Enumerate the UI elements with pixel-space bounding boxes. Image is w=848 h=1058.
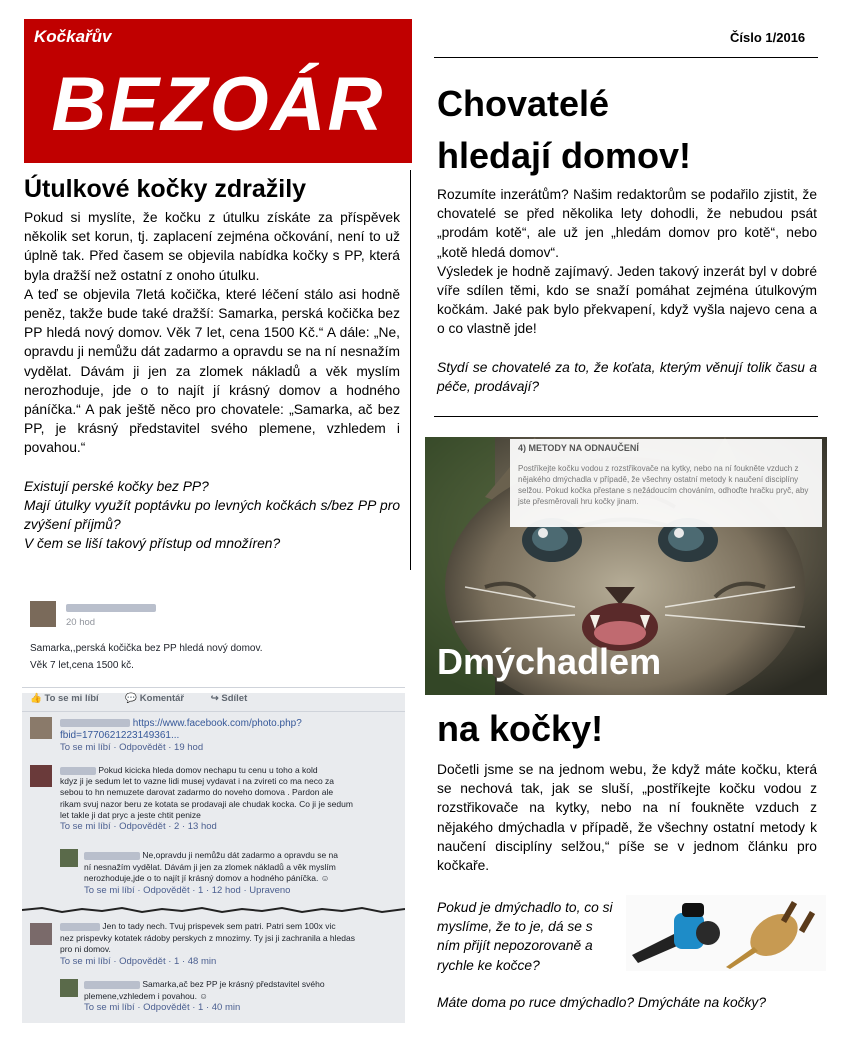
overlay-title: 4) METODY NA ODNAUČENÍ [518, 443, 639, 453]
fb-like-button[interactable]: 👍 To se mi líbí [30, 693, 99, 704]
left-headline: Útulkové kočky zdražily [24, 175, 307, 203]
masthead-title: BEZOÁR [51, 62, 385, 147]
fb-comment-5 [84, 979, 325, 1014]
top-rule [434, 57, 818, 58]
issue-number: Číslo 1/2016 [730, 30, 806, 45]
left-article-body [24, 208, 400, 553]
fb-reply-avatar [60, 979, 78, 997]
masthead-kicker: Kočkařův [34, 27, 112, 46]
right-paragraph-2: Výsledek je hodně zajímavý. Jeden takový inzerát byl v dobré víře sdílen těmi, kdo se snaží pomáhat zejména útulkovým kočkám. Jaké pak bylo překvapení, když vyšla najevo cena a o co vlastně jde! [437, 263, 817, 337]
fb-comment-3 [84, 850, 338, 896]
right-rule [434, 416, 818, 417]
blower-and-bellows-icon [626, 895, 826, 971]
fb-comment-2-line-3: sebou to hn nemuzete darovat zadarmo do noveho domova . Pardon ale [60, 787, 334, 798]
fb-commenter-blurred [84, 852, 140, 860]
fb-like-label: To se mi líbí [44, 693, 99, 704]
masthead [24, 19, 412, 163]
fb-comment-3-line-3: nerozhoduje,jde o to najít jí krásný domov a hodného páníčka. ☺ [84, 873, 330, 883]
fb-comment-1-line-1[interactable]: https://www.facebook.com/photo.php? [132, 718, 302, 729]
left-paragraph-1: Pokud si myslíte, že kočku z útulku získáte za příspěvek několik set korun, tj. zaplacení zejména očkování, není to už úplně tak. Před časem se objevila nabídka kočky s PP, která byla dražší než ostatní z onoho útulku. [24, 210, 400, 283]
third-headline: na kočky! [437, 708, 604, 749]
fb-comment-1-line-2[interactable]: fbid=1770621223149361... [60, 730, 180, 741]
fb-share-button[interactable]: ↪ Sdílet [210, 693, 248, 704]
fb-comment-3-meta[interactable]: To se mi líbí · Odpovědět · 1 · 12 hod · Upraveno [84, 884, 291, 896]
fb-commenter-blurred [60, 923, 100, 931]
column-divider [410, 170, 411, 570]
fb-comment-label: Komentář [139, 693, 185, 704]
fb-comment-button[interactable]: 💬 Komentář [125, 693, 185, 704]
fb-comment-1-meta[interactable]: To se mi líbí · Odpovědět · 19 hod [60, 742, 204, 753]
kitten-photo [425, 437, 827, 695]
third-question-1: Pokud je dmýchadlo to, co si myslíme, že to je, dá se s ním přijít nepozorovaně a rychle ke kočce? [437, 900, 613, 973]
fb-comment-2 [60, 765, 353, 832]
right-headline-line2: hledají domov! [437, 135, 692, 176]
fb-comment-5-line-1: Samarka,ač bez PP je krásný představitel svého [142, 979, 325, 989]
third-paragraph: Dočetli jsme se na jednom webu, že když máte kočku, která se nechová tak, jak se sluší, „postříkejte kočku vodou z rozstřikovače na kytky, nebo na ní foukněte vzduch z nějakého dmýchadla v případě, že všechny ostatní metody k naučení disciplíny selžou,“ píše se v jednom článku pro kočkaře. [437, 762, 817, 874]
torn-edge-divider [22, 905, 405, 915]
fb-avatar [30, 601, 56, 627]
fb-comment-3-line-1: Ne,opravdu ji nemůžu dát zadarmo a opravdu se na [142, 850, 338, 860]
fb-comment-2-line-1: Pokud kicicka hleda domov nechapu tu cenu u toho a kold [98, 765, 318, 775]
overlay-text: Postříkejte kočku vodou z rozstřikovače na kytky, nebo na ní foukněte vzduch z nějakého dmýchadla v případě, že všechny ostatní metody k naučení disciplíny selžou. Pokud kočka přestane s nežádoucím chováním, odhoďte hračku pryč, aby jste přesměrovali hru kočky jinam. [518, 464, 809, 506]
fb-comment-2-meta[interactable]: To se mi líbí · Odpovědět · 2 · 13 hod [60, 821, 217, 833]
fb-comment-2-line-4: rikam svuj nazor beru ze kotata se prodavaji ale chudak kocka. Co ji je sedum [60, 798, 353, 809]
fb-comment-4-line-1: Jen to tady nech. Tvuj prispevek sem patri. Patri sem 100x vic [102, 921, 336, 931]
fb-comment-4 [60, 921, 355, 967]
fb-divider-2 [22, 711, 405, 712]
right-headline [437, 78, 691, 182]
fb-post-text-2: Věk 7 let,cena 1500 kč. [30, 660, 134, 671]
fb-comment-5-meta[interactable]: To se mi líbí · Odpovědět · 1 · 40 min [84, 1002, 241, 1013]
article-snippet-overlay [510, 439, 822, 527]
right-question: Stydí se chovatelé za to, že koťata, kterým věnují tolik času a péče, prodávají? [437, 359, 817, 394]
fb-post-text-1: Samarka,,perská kočička bez PP hledá nový domov. [30, 643, 263, 654]
facebook-screenshot [22, 593, 405, 1023]
fb-author-name-blurred [66, 604, 156, 612]
left-question-1: Existují perské kočky bez PP? [24, 478, 209, 494]
fb-comment-avatar [30, 923, 52, 945]
left-question-2: Mají útulky využít poptávku po levných kočkách s/bez PP pro zvýšení příjmů? [24, 497, 400, 533]
left-question-3: V čem se liší takový přístup od množíren? [24, 536, 281, 552]
fb-comment-2-line-2: kdyz ji je sedum let to vazne lidi musej vydavat i na zvireti co ma neco za [60, 776, 335, 787]
tools-image [626, 895, 826, 971]
third-question-2: Máte doma po ruce dmýchadlo? Dmýcháte na kočky? [437, 995, 766, 1010]
fb-comment-4-meta[interactable]: To se mi líbí · Odpovědět · 1 · 48 min [60, 955, 217, 967]
fb-reply-avatar [60, 849, 78, 867]
fb-comment-avatar [30, 765, 52, 787]
right-paragraph-1: Rozumíte inzerátům? Našim redaktorům se podařilo zjistit, že chovatelé se před několika lety dohodli, že nebudou psát „prodám kotě“, ale už jen „hledám domov pro kotě“, nebo „kotě hledá domov“. [437, 187, 817, 260]
right-headline-line1: Chovatelé [437, 83, 610, 124]
fb-post-time: 20 hod [66, 617, 96, 628]
image-caption: Dmýchadlem [437, 641, 662, 682]
fb-comment-3-line-2: ní nesnažím vydělat. Dávám ji jen za zlomek nákladů a věk myslím [84, 861, 336, 872]
fb-comment-2-line-5: let takle ji dat pryc a jeste chtit penize [60, 809, 201, 820]
fb-comment-4-line-2: nez prispevky kotatek rádoby perskych z mnozirny. Ty jsi ji zachranila a hledas [60, 932, 355, 943]
fb-comment-5-line-2: plemene,vzhledem i povahou. ☺ [84, 990, 208, 1001]
fb-comment-4-line-3: pro ni domov. [60, 944, 111, 954]
fb-comment-avatar [30, 717, 52, 739]
fb-divider [22, 687, 405, 688]
fb-commenter-blurred [60, 719, 130, 727]
left-paragraph-2: A teď se objevila 7letá kočička, které léčení stálo asi hodně peněz, takže bude také dražší: Samarka, perská kočička bez PP hledá nový domov. Věk 7 let, cena 1500 Kč.“ A dále: „Ne, opravdu ji nemůžu dát zadarmo a opravdu se na ní nesnažím vydělat. Dávám ji jen za zlomek nákladů a věk myslím nerozhoduje, jde o to najít jí krásný domov a hodného páníčka.“ A pak ještě něco pro chovatele: „Samarka, ač bez PP, je krásný představitel svého plemene, vzhledem i povahou.“ [24, 286, 400, 456]
fb-commenter-blurred [84, 981, 140, 989]
fb-action-bar [30, 693, 400, 709]
right-article-body [437, 185, 817, 396]
fb-commenter-blurred [60, 767, 96, 775]
fb-comment-1 [60, 718, 302, 754]
fb-share-label: Sdílet [221, 693, 248, 704]
